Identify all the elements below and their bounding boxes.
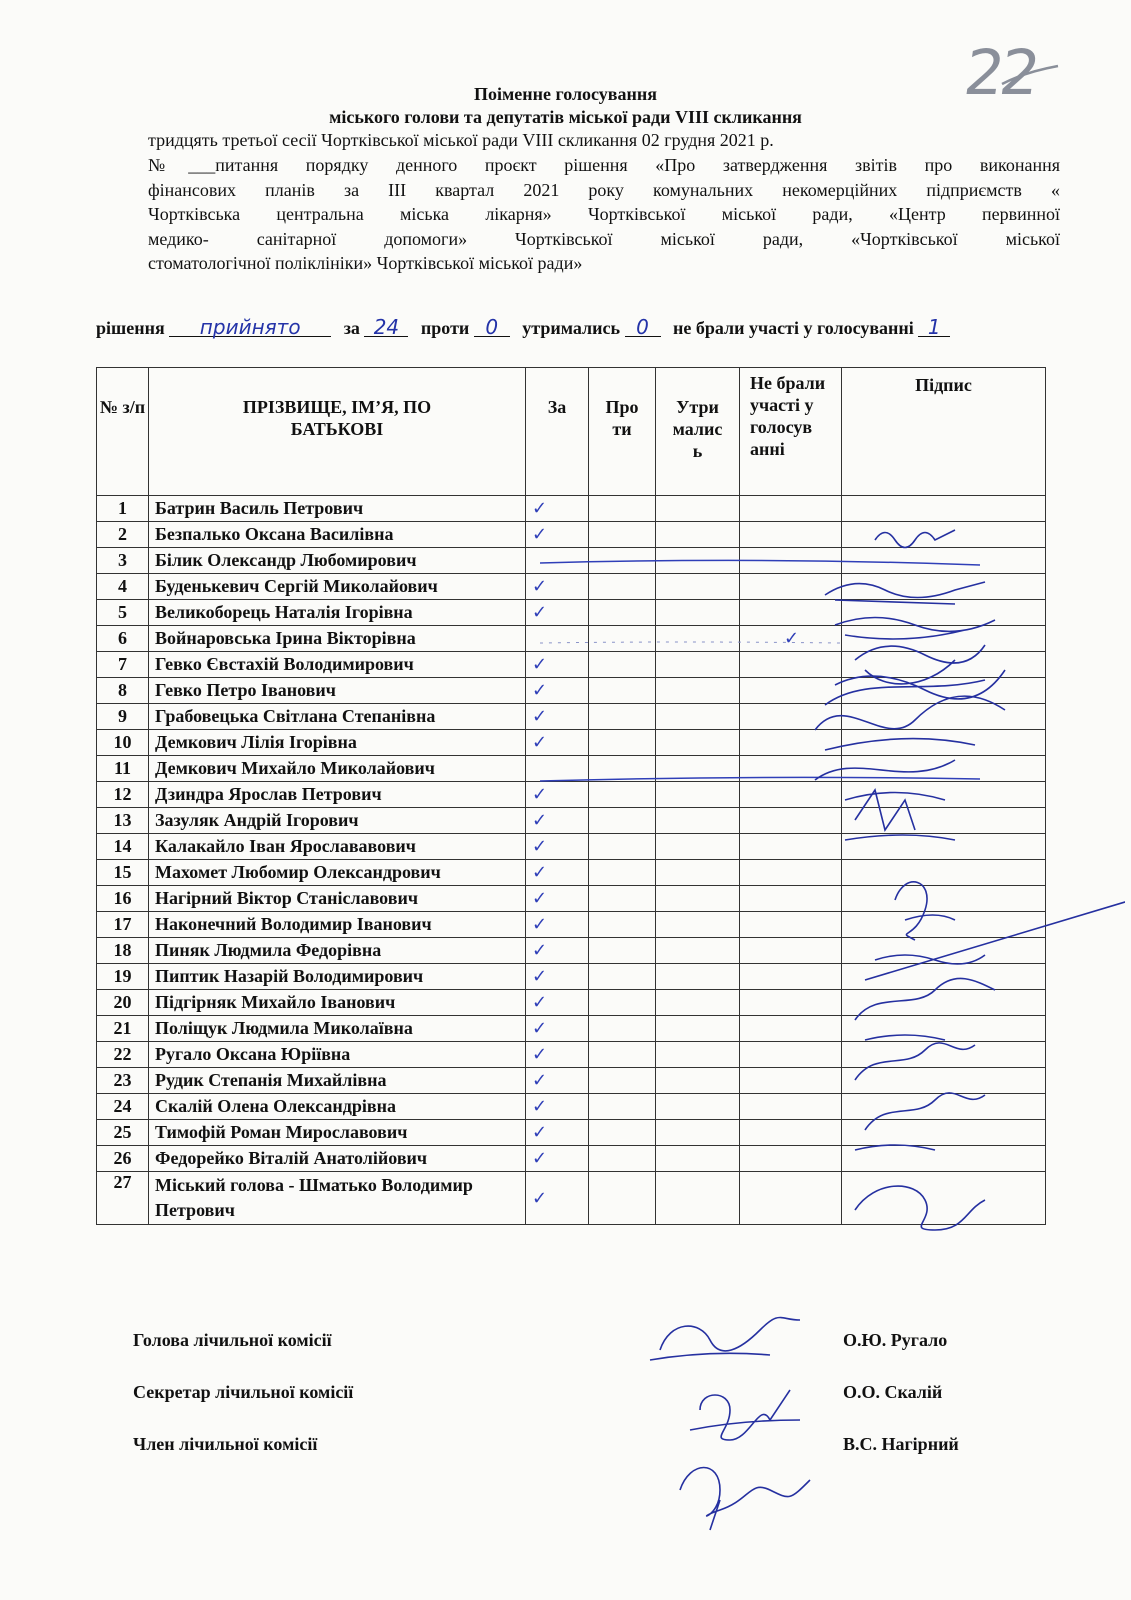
row-number: 23 [97, 1068, 149, 1094]
check-mark-icon: ✓ [532, 1148, 548, 1169]
secretary-name: О.О. Скалій [843, 1382, 943, 1402]
row-number: 17 [97, 912, 149, 938]
table-row [97, 834, 1046, 860]
row-number: 18 [97, 938, 149, 964]
vote-cell-not-participated [740, 1042, 842, 1068]
abstained-count: 0 [625, 318, 661, 337]
table-row [97, 886, 1046, 912]
vote-cell-abstained [656, 834, 740, 860]
vote-cell-abstained [656, 1094, 740, 1120]
row-number: 1 [97, 496, 149, 522]
check-mark-icon: ✓ [532, 680, 548, 701]
row-number: 3 [97, 548, 149, 574]
decision-value: прийнято [169, 318, 331, 337]
member-name: Гевко Петро Іванович [149, 678, 526, 704]
decision-label: рішення [96, 318, 165, 338]
table-row [97, 990, 1046, 1016]
row-number: 22 [97, 1042, 149, 1068]
check-mark-icon: ✓ [784, 628, 800, 649]
check-mark-icon: ✓ [532, 732, 548, 753]
member-name: Батрин Василь Петрович [149, 496, 526, 522]
vote-cell-against [589, 522, 656, 548]
check-mark-icon: ✓ [532, 602, 548, 623]
vote-cell-against [589, 808, 656, 834]
check-mark-icon: ✓ [532, 836, 548, 857]
vote-cell-not-participated [740, 938, 842, 964]
vote-cell-abstained [656, 964, 740, 990]
table-row [97, 522, 1046, 548]
row-number: 11 [97, 756, 149, 782]
vote-cell-against [589, 834, 656, 860]
vote-cell-not-participated [740, 1068, 842, 1094]
row-number: 13 [97, 808, 149, 834]
vote-cell-not-participated [740, 834, 842, 860]
table-row [97, 808, 1046, 834]
document-subtitle: міського голови та депутатів міської ради VIII скликання [329, 107, 802, 127]
vote-cell-against [589, 1146, 656, 1172]
row-number: 24 [97, 1094, 149, 1120]
signature-cell [842, 1146, 1046, 1172]
agenda-line: №___питання порядку денного проєкт рішення «Про затвердження звітів про виконання [148, 155, 1060, 175]
vote-result-line [96, 315, 950, 339]
member-name: Демкович Лілія Ігорівна [149, 730, 526, 756]
chair-label: Голова лічильної комісії [133, 1330, 332, 1350]
table-row [97, 860, 1046, 886]
vote-cell-for [526, 990, 589, 1016]
header-abstained: Утри малис ь [656, 368, 740, 496]
header-number: № з/п [97, 368, 149, 496]
check-mark-icon: ✓ [532, 1187, 548, 1209]
member-name: Поліщук Людмила Миколаївна [149, 1016, 526, 1042]
vote-cell-for [526, 496, 589, 522]
row-number: 6 [97, 626, 149, 652]
vote-cell-not-participated [740, 860, 842, 886]
vote-cell-for [526, 522, 589, 548]
member-name: Дзиндра Ярослав Петрович [149, 782, 526, 808]
row-number: 20 [97, 990, 149, 1016]
member-name: Скалій Олена Олександрівна [149, 1094, 526, 1120]
table-row [97, 912, 1046, 938]
vote-cell-abstained [656, 860, 740, 886]
vote-cell-against [589, 496, 656, 522]
vote-cell-abstained [656, 522, 740, 548]
table-row [97, 1068, 1046, 1094]
row-number: 4 [97, 574, 149, 600]
vote-cell-not-participated [740, 1016, 842, 1042]
member-name: Тимофій Роман Мирославович [149, 1120, 526, 1146]
agenda-item [148, 153, 1060, 276]
vote-cell-against [589, 1016, 656, 1042]
table-row [97, 1016, 1046, 1042]
vote-cell-for [526, 1146, 589, 1172]
row-number: 9 [97, 704, 149, 730]
signature-cell [842, 1120, 1046, 1146]
vote-cell-not-participated [740, 1120, 842, 1146]
vote-cell-abstained [656, 808, 740, 834]
check-mark-icon: ✓ [532, 1096, 548, 1117]
vote-cell-for [526, 808, 589, 834]
vote-cell-abstained [656, 886, 740, 912]
vote-cell-abstained [656, 990, 740, 1016]
row-number: 19 [97, 964, 149, 990]
member-name: Гевко Євстахій Володимирович [149, 652, 526, 678]
for-label: за [343, 318, 360, 338]
signature-cell [842, 938, 1046, 964]
member-label: Член лічильної комісії [133, 1434, 318, 1454]
check-mark-icon: ✓ [532, 1018, 548, 1039]
vote-cell-abstained [656, 938, 740, 964]
document-title: Поіменне голосування [473, 84, 658, 104]
vote-cell-against [589, 1120, 656, 1146]
not-participated-dotted-line [540, 642, 840, 643]
table-row [97, 1042, 1046, 1068]
not-participated-label: не брали участі у голосуванні [673, 318, 914, 338]
check-mark-icon: ✓ [532, 862, 548, 883]
vote-cell-against [589, 990, 656, 1016]
vote-cell-not-participated [740, 808, 842, 834]
table-row [97, 964, 1046, 990]
against-count: 0 [474, 318, 510, 337]
vote-cell-for [526, 1094, 589, 1120]
check-mark-icon: ✓ [532, 498, 548, 519]
header-name: ПРІЗВИЩЕ, ІМ’Я, ПО БАТЬКОВІ [149, 368, 526, 496]
member-name: Грабовецька Світлана Степанівна [149, 704, 526, 730]
page-number: 22 [959, 36, 1042, 109]
vote-cell-abstained [656, 1068, 740, 1094]
vote-cell-abstained [656, 1172, 740, 1225]
vote-cell-not-participated [740, 990, 842, 1016]
signature-cell [842, 1016, 1046, 1042]
vote-cell-for [526, 886, 589, 912]
row-number: 25 [97, 1120, 149, 1146]
table-row [97, 1172, 1046, 1225]
check-mark-icon: ✓ [532, 992, 548, 1013]
check-mark-icon: ✓ [532, 914, 548, 935]
agenda-line: стоматологічної поліклініки» Чортківської міської ради» [148, 253, 583, 274]
member-name: Махомет Любомир Олександрович [149, 860, 526, 886]
check-mark-icon: ✓ [532, 888, 548, 909]
member-name: Білик Олександр Любомирович [149, 548, 526, 574]
vote-cell-not-participated [740, 886, 842, 912]
signature-cell [842, 912, 1046, 938]
vote-cell-for [526, 834, 589, 860]
check-mark-icon: ✓ [532, 1122, 548, 1143]
check-mark-icon: ✓ [532, 706, 548, 727]
vote-cell-against [589, 860, 656, 886]
signature-cell [842, 808, 1046, 834]
vote-cell-for [526, 1016, 589, 1042]
member-name: Калакайло Іван Ярослававович [149, 834, 526, 860]
vote-cell-for [526, 1068, 589, 1094]
signature-cell [842, 1094, 1046, 1120]
member-name: Буденькевич Сергій Миколайович [149, 574, 526, 600]
row-number: 27 [97, 1172, 149, 1225]
check-mark-icon: ✓ [532, 1070, 548, 1091]
signature-cell [842, 1042, 1046, 1068]
table-row [97, 1094, 1046, 1120]
not-participated-count: 1 [918, 318, 950, 337]
row-number: 2 [97, 522, 149, 548]
signature-cell [842, 1172, 1046, 1225]
member-name: Нагірний Віктор Станіславович [149, 886, 526, 912]
vote-cell-not-participated [740, 964, 842, 990]
vote-cell-against [589, 1172, 656, 1225]
vote-cell-for [526, 1120, 589, 1146]
for-count: 24 [364, 318, 408, 337]
check-mark-icon: ✓ [532, 576, 548, 597]
vote-cell-abstained [656, 1042, 740, 1068]
agenda-line: медико- санітарної допомоги» Чортківської міської ради, «Чортківської міської [148, 228, 1060, 249]
vote-cell-abstained [656, 1016, 740, 1042]
absent-strike-row-3 [540, 560, 980, 565]
member-name: Рудик Степанія Михайлівна [149, 1068, 526, 1094]
row-number: 26 [97, 1146, 149, 1172]
signature-cell [842, 496, 1046, 522]
check-mark-icon: ✓ [532, 966, 548, 987]
signature-cell [842, 990, 1046, 1016]
vote-cell-not-participated [740, 912, 842, 938]
session-line: тридцять третьої сесії Чортківської міської ради VIII скликання 02 грудня 2021 р. [148, 130, 774, 150]
check-mark-icon: ✓ [532, 940, 548, 961]
absent-strike-lines [540, 555, 980, 795]
row-number: 5 [97, 600, 149, 626]
table-row [97, 496, 1046, 522]
vote-cell-against [589, 1068, 656, 1094]
agenda-line: фінансових планів за ІІІ квартал 2021 року комунальних некомерційних підприємств « [148, 179, 1060, 200]
member-name: Наконечний Володимир Іванович [149, 912, 526, 938]
member-name: Зазуляк Андрій Ігорович [149, 808, 526, 834]
table-row [97, 938, 1046, 964]
agenda-line: Чортківська центральна міська лікарня» Чортківської міської ради, «Центр первинної [148, 204, 1060, 225]
member-name: Міський голова - Шматько Володимир Петрович [149, 1172, 526, 1225]
vote-cell-against [589, 938, 656, 964]
check-mark-icon: ✓ [532, 810, 548, 831]
table-row [97, 1146, 1046, 1172]
member-name: Войнаровська Ірина Вікторівна [149, 626, 526, 652]
vote-cell-abstained [656, 496, 740, 522]
roll-call-table [96, 367, 1046, 1225]
row-number: 15 [97, 860, 149, 886]
vote-cell-for [526, 1172, 589, 1225]
row-number: 7 [97, 652, 149, 678]
vote-cell-for [526, 1042, 589, 1068]
header-for: За [526, 368, 589, 496]
check-mark-icon: ✓ [532, 654, 548, 675]
check-mark-icon: ✓ [532, 524, 548, 545]
signature-cell [842, 860, 1046, 886]
vote-cell-against [589, 1042, 656, 1068]
vote-cell-not-participated [740, 1146, 842, 1172]
chair-name: О.Ю. Ругало [843, 1330, 948, 1350]
row-number: 14 [97, 834, 149, 860]
member-name: Безпалько Оксана Василівна [149, 522, 526, 548]
row-number: 21 [97, 1016, 149, 1042]
member-name: Великоборець Наталія Ігорівна [149, 600, 526, 626]
secretary-label: Секретар лічильної комісії [133, 1382, 354, 1402]
vote-cell-against [589, 912, 656, 938]
header-signature: Підпис [842, 368, 1046, 496]
absent-strike-row-11 [540, 777, 980, 781]
row-number: 8 [97, 678, 149, 704]
check-mark-icon: ✓ [532, 784, 548, 805]
vote-cell-abstained [656, 1120, 740, 1146]
member-name: Федорейко Віталій Анатолійович [149, 1146, 526, 1172]
against-label: проти [420, 318, 470, 338]
vote-cell-against [589, 886, 656, 912]
row-number: 10 [97, 730, 149, 756]
vote-cell-for [526, 912, 589, 938]
table-row [97, 1120, 1046, 1146]
signature-cell [842, 1068, 1046, 1094]
signature-cell [842, 886, 1046, 912]
commission-signatures [640, 1300, 840, 1540]
member-name: Пиптик Назарій Володимирович [149, 964, 526, 990]
member-name: Пиняк Людмила Федорівна [149, 938, 526, 964]
check-mark-icon: ✓ [532, 1044, 548, 1065]
member-name: Демкович Михайло Миколайович [149, 756, 526, 782]
header-not-participated: Не брали участі у голосув анні [740, 368, 842, 496]
member-name: Підгірняк Михайло Іванович [149, 990, 526, 1016]
vote-cell-not-participated [740, 522, 842, 548]
signature-cell [842, 834, 1046, 860]
member-name: Ругало Оксана Юріївна [149, 1042, 526, 1068]
signature-cell [842, 522, 1046, 548]
vote-cell-for [526, 938, 589, 964]
vote-cell-against [589, 964, 656, 990]
vote-cell-abstained [656, 1146, 740, 1172]
vote-cell-not-participated [740, 1172, 842, 1225]
row-number: 16 [97, 886, 149, 912]
signature-cell [842, 964, 1046, 990]
vote-cell-for [526, 964, 589, 990]
vote-cell-for [526, 860, 589, 886]
vote-cell-against [589, 1094, 656, 1120]
vote-cell-not-participated [740, 1094, 842, 1120]
header-against: Про ти [589, 368, 656, 496]
row-number: 12 [97, 782, 149, 808]
member-name: В.С. Нагірний [843, 1434, 959, 1454]
vote-cell-abstained [656, 912, 740, 938]
abstained-label: утримались [522, 318, 620, 338]
vote-cell-not-participated [740, 496, 842, 522]
